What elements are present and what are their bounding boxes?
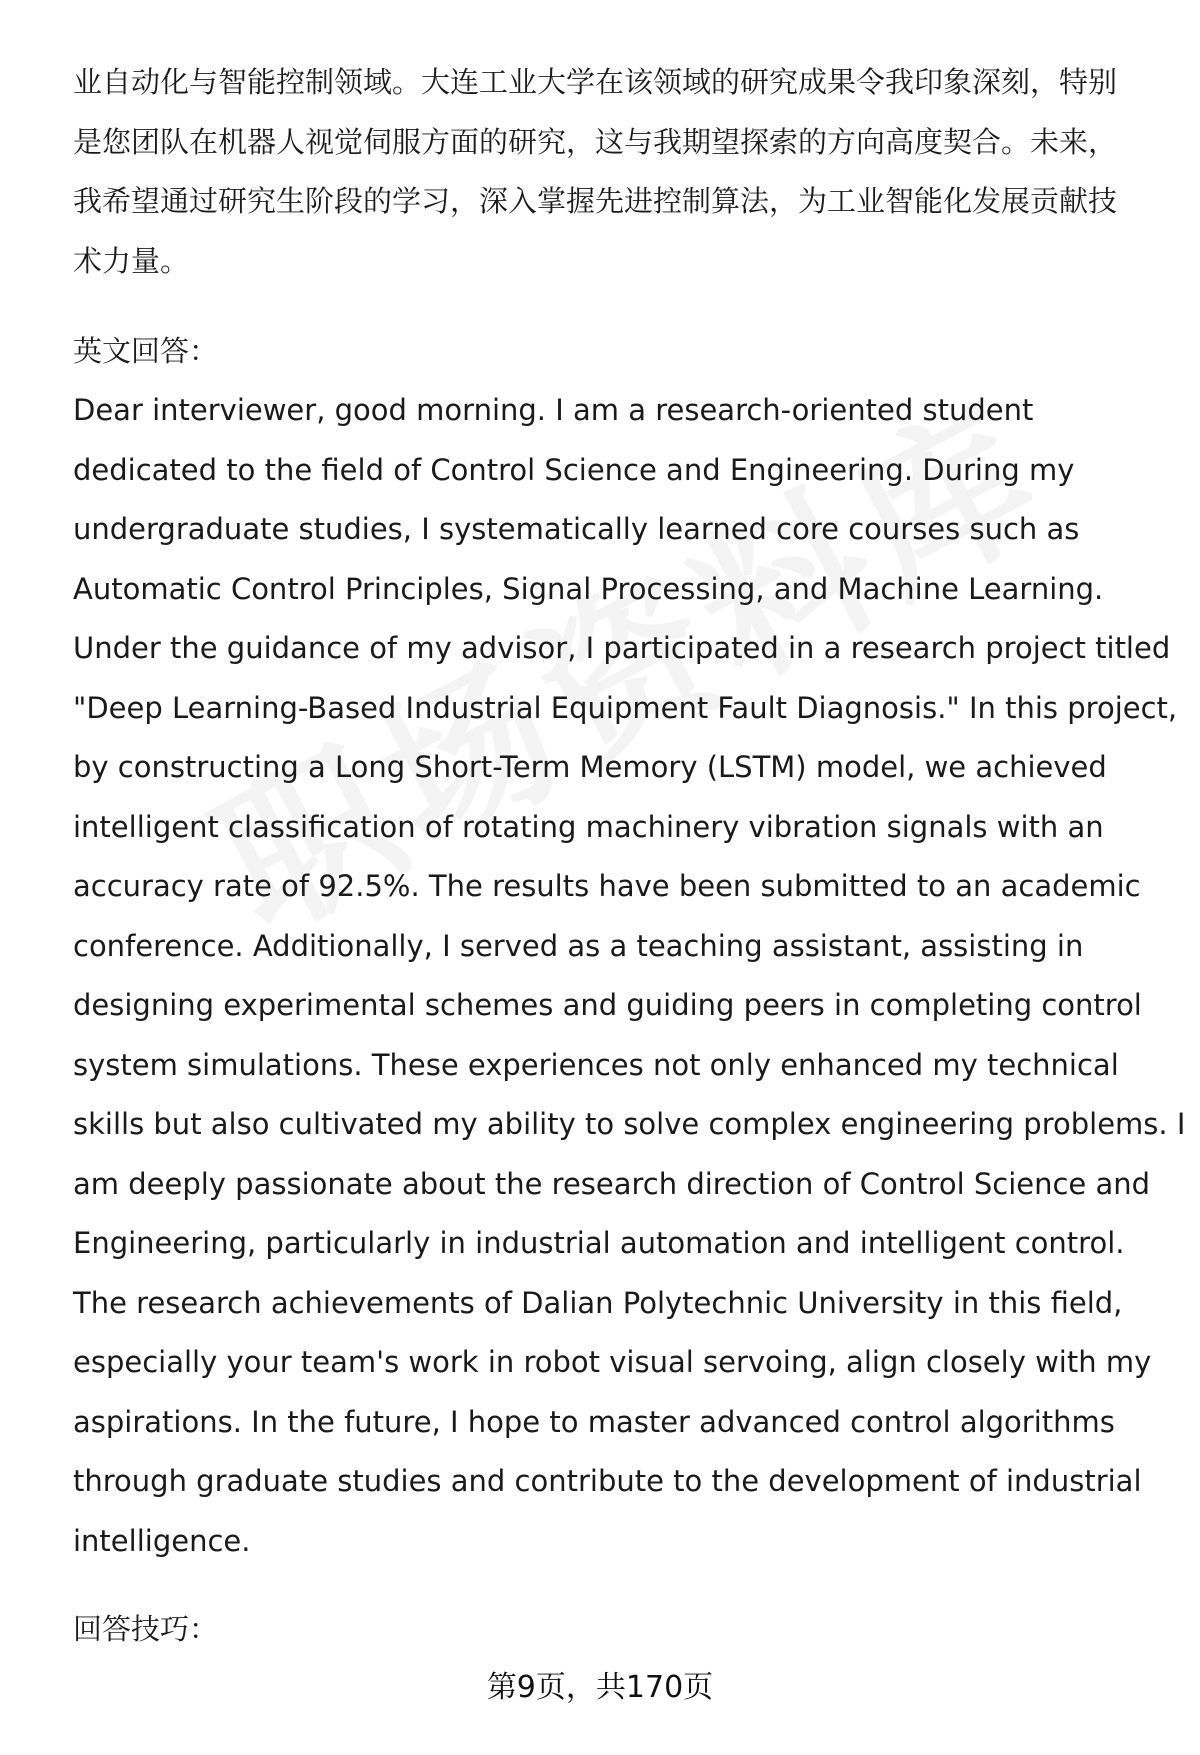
paragraph-line: dedicated to the field of Control Science and Engineering. During my: [73, 452, 1075, 487]
section-label: 英文回答：: [73, 334, 219, 368]
paragraph-line: system simulations. These experiences not only enhanced my technical: [73, 1047, 1119, 1082]
paragraph-line: "Deep Learning-Based Industrial Equipment Fault Diagnosis." In this project,: [73, 690, 1178, 725]
english-answer-paragraph: [73, 381, 1186, 1571]
section-heading-answer-tips: [73, 1600, 1153, 1660]
chinese-answer-continuation: [73, 53, 1153, 291]
paragraph-line: Under the guidance of my advisor, I participated in a research project titled: [73, 631, 1171, 665]
paragraph-line: conference. Additionally, I served as a teaching assistant, assisting in: [73, 928, 1084, 963]
paragraph-line: intelligence.: [73, 1523, 251, 1558]
paragraph-line: Automatic Control Principles, Signal Processing, and Machine Learning.: [73, 571, 1104, 606]
paragraph-line: designing experimental schemes and guiding peers in completing control: [73, 988, 1142, 1022]
paragraph-line: by constructing a Long Short-Term Memory (LSTM) model, we achieved: [73, 750, 1107, 784]
paragraph-line: aspirations. In the future, I hope to master advanced control algorithms: [73, 1404, 1115, 1439]
page-number-footer: 第9页，共170页: [486, 1670, 714, 1705]
paragraph-line: 是您团队在机器人视觉伺服方面的研究，这与我期望探索的方向高度契合。未来，: [73, 124, 1118, 159]
paragraph-line: am deeply passionate about the research direction of Control Science and: [73, 1166, 1151, 1201]
section-heading-english-answer: [73, 322, 1153, 382]
paragraph-line: Dear interviewer, good morning. I am a research-oriented student: [73, 393, 1034, 427]
paragraph-line: through graduate studies and contribute to the development of industrial: [73, 1464, 1142, 1498]
paragraph-line: intelligent classification of rotating machinery vibration signals with an: [73, 809, 1104, 844]
paragraph-line: skills but also cultivated my ability to solve complex engineering problems. I: [73, 1107, 1186, 1141]
paragraph-line: The research achievements of Dalian Polytechnic University in this field,: [73, 1285, 1123, 1320]
paragraph-line: 业自动化与智能控制领域。大连工业大学在该领域的研究成果令我印象深刻，特别: [73, 65, 1118, 99]
paragraph-line: accuracy rate of 92.5%. The results have been submitted to an academic: [73, 869, 1141, 903]
section-label: 回答技巧：: [73, 1612, 219, 1646]
paragraph-line: 术力量。: [73, 243, 190, 278]
paragraph-line: undergraduate studies, I systematically learned core courses such as: [73, 512, 1080, 546]
paragraph-line: Engineering, particularly in industrial automation and intelligent control.: [73, 1226, 1125, 1260]
paragraph-line: especially your team's work in robot visual servoing, align closely with my: [73, 1345, 1152, 1379]
paragraph-line: 我希望通过研究生阶段的学习，深入掌握先进控制算法，为工业智能化发展贡献技: [73, 184, 1118, 218]
